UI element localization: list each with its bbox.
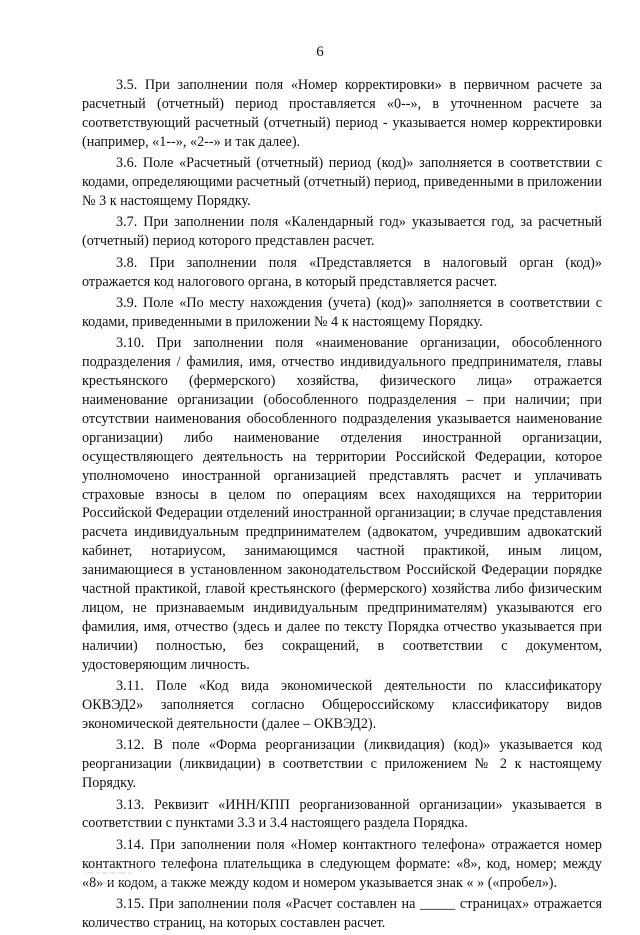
faint-stamp xyxy=(82,868,216,893)
paragraph-3-12: 3.12. В поле «Форма реорганизации (ликвидация) (код)» указывается код реорганизации (ликвидации) в соответствии с приложением № 2 к настоящему Порядку. xyxy=(82,737,602,792)
paragraph-3-13: 3.13. Реквизит «ИНН/КПП реорганизованной организации» указывается в соответствии с пунктами 3.3 и 3.4 настоящего раздела Порядка. xyxy=(82,796,602,832)
document-body xyxy=(82,76,602,935)
paragraph-3-10: 3.10. При заполнении поля «наименование организации, обособленного подразделения / фамилия, имя, отчество индивидуального предпринимателя, главы крестьянского (фермерского) хозяйства, физического лица» отражается наименование организации (обособленного подразделения – при наличии; при отсутствии наименования обособленного подразделения указывается наименование организации) либо наименование отделения иностранной организации, осуществляющего деятельность на территории Российской Федерации, которое уполномочено иностранной организацией представлять расчет и уплачивать страховые взносы в целом по операциям всех находящихся на территории Российской Федерации отделений иностранной организации; в случае представления расчета индивидуальным предпринимателем (адвокатом, учредившим адвокатский кабинет, нотариусом, занимающимся частной практикой, иным лицом, занимающиеся в установленном законодательством Российской Федерации порядке частной практикой, главой крестьянского (фермерского) хозяйства либо физическим лицом, не признаваемым индивидуальным предпринимателям) указываются его фамилия, имя, отчество (здесь и далее по тексту Порядка отчество указывается при наличии) полностью, без сокращений, в соответствии с документом, удостоверяющим личность. xyxy=(82,335,602,673)
paragraph-3-7: 3.7. При заполнении поля «Календарный год» указывается год, за расчетный (отчетный) период которого представлен расчет. xyxy=(82,214,602,250)
paragraph-3-5: 3.5. При заполнении поля «Номер корректировки» в первичном расчете за расчетный (отчетный) период проставляется «0--», в уточненном расчете за соответствующий расчетный (отчетный) период - указывается номер корректировки (например, «1--», «2--» и так далее). xyxy=(82,77,602,150)
paragraph-3-15: 3.15. При заполнении поля «Расчет составлен на _____ страницах» отражается количество страниц, на которых составлен расчет. xyxy=(82,896,602,931)
paragraph-3-9: 3.9. Поле «По месту нахождения (учета) (код)» заполняется в соответствии с кодами, приведенными в приложении № 4 к настоящему Порядку. xyxy=(82,294,602,330)
faint-stamp-mark xyxy=(82,868,216,890)
page-number: 6 xyxy=(316,44,324,60)
paragraph-3-14: 3.14. При заполнении поля «Номер контактного телефона» отражается номер контактного телефона плательщика в следующем формате: «8», код, номер; между «8» и кодом, а также между кодом и номером указывается знак « » («пробел»). xyxy=(82,836,602,891)
paragraph-3-6: 3.6. Поле «Расчетный (отчетный) период (код)» заполняется в соответствии с кодами, определяющими расчетный (отчетный) период, приведенными в приложении № 3 к настоящему Порядку. xyxy=(82,155,602,209)
paragraph-3-11: 3.11. Поле «Код вида экономической деятельности по классификатору ОКВЭД2» заполняется согласно Общероссийскому классификатору видов экономической деятельности (далее – ОКВЭД2). xyxy=(82,678,602,732)
paragraph-3-8: 3.8. При заполнении поля «Представляется в налоговый орган (код)» отражается код налогового органа, в который представляется расчет. xyxy=(82,254,602,290)
